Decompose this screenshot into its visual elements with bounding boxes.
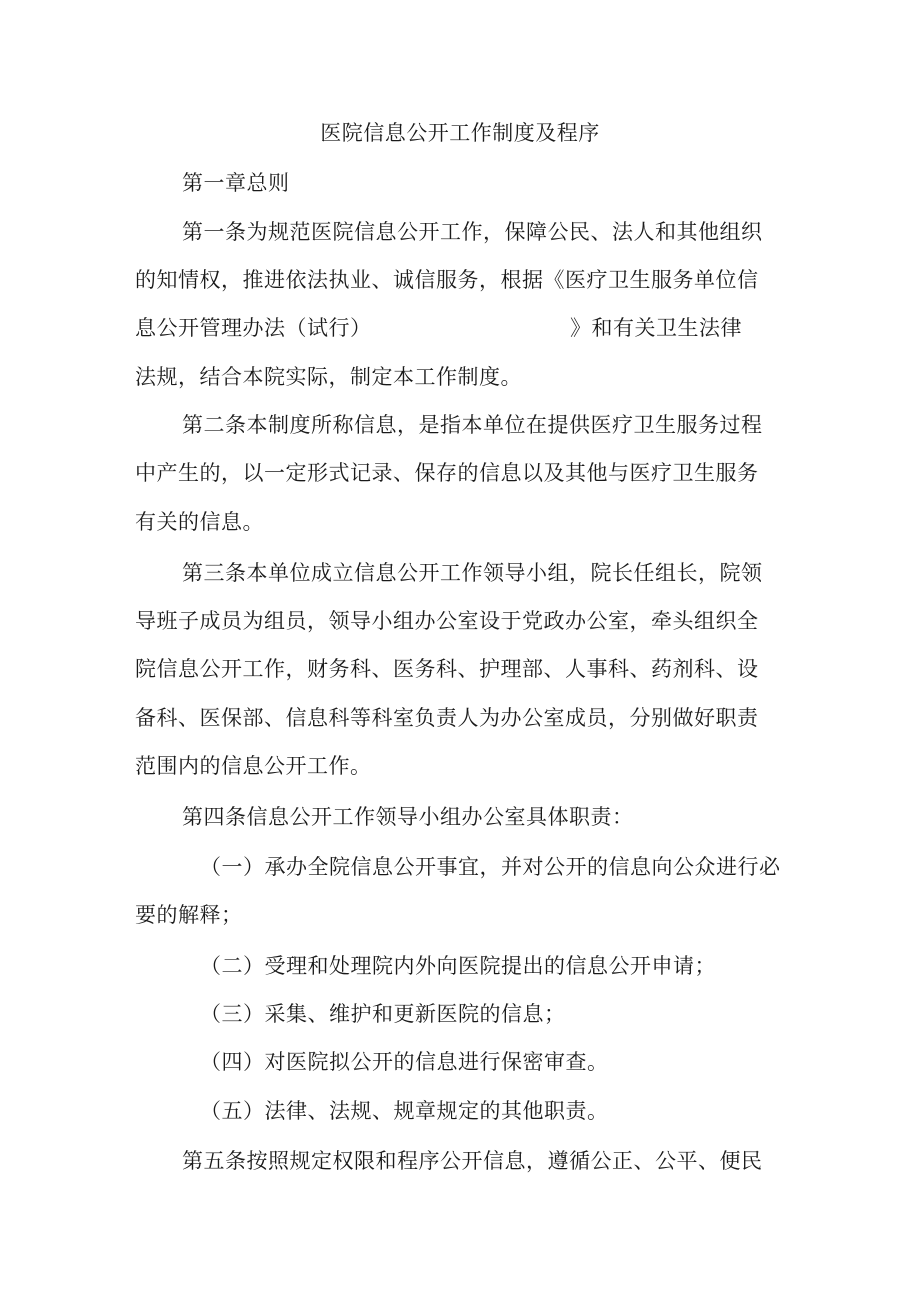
- article4-item4: （四）对医院拟公开的信息进行保密审查。: [200, 1050, 609, 1074]
- article3-line5: 范围内的信息公开工作。: [135, 754, 372, 778]
- article1-line3-end: 》和有关卫生法律: [570, 316, 742, 340]
- chapter-heading: 第一章总则: [182, 171, 290, 195]
- article4-item2: （二）受理和处理院内外向医院提出的信息公开申请；: [200, 954, 716, 978]
- article2-line1: 第二条本制度所称信息，是指本单位在提供医疗卫生服务过程: [182, 413, 763, 437]
- article2-line2: 中产生的，以一定形式记录、保存的信息以及其他与医疗卫生服务: [135, 461, 759, 485]
- article1-line3: [135, 313, 742, 343]
- article4-item1-line2: 要的解释；: [135, 903, 243, 927]
- article3-line1: 第三条本单位成立信息公开工作领导小组，院长任组长，院领: [182, 561, 763, 585]
- article1-line3-start: 息公开管理办法（试行）: [135, 316, 372, 340]
- article1-line1: 第一条为规范医院信息公开工作，保障公民、法人和其他组织: [182, 220, 763, 244]
- article2-line3: 有关的信息。: [135, 510, 264, 534]
- article1-line2: 的知情权，推进依法执业、诚信服务，根据《医疗卫生服务单位信: [135, 268, 759, 292]
- article4-item3: （三）采集、维护和更新医院的信息；: [200, 1002, 566, 1026]
- article5-line1: 第五条按照规定权限和程序公开信息，遵循公正、公平、便民: [182, 1149, 763, 1173]
- article4-item5: （五）法律、法规、规章规定的其他职责。: [200, 1099, 609, 1123]
- article4-line1: 第四条信息公开工作领导小组办公室具体职责：: [182, 805, 634, 829]
- article1-line4: 法规，结合本院实际，制定本工作制度。: [135, 365, 522, 389]
- document-title: 医院信息公开工作制度及程序: [320, 121, 600, 145]
- article3-line2: 导班子成员为组员，领导小组办公室设于党政办公室，牵头组织全: [135, 609, 759, 633]
- article4-item1-line1: （一）承办全院信息公开事宜，并对公开的信息向公众进行必: [200, 855, 781, 879]
- article3-line3: 院信息公开工作，财务科、医务科、护理部、人事科、药剂科、设: [135, 657, 759, 681]
- article3-line4: 备科、医保部、信息科等科室负责人为办公室成员，分别做好职责: [135, 706, 759, 730]
